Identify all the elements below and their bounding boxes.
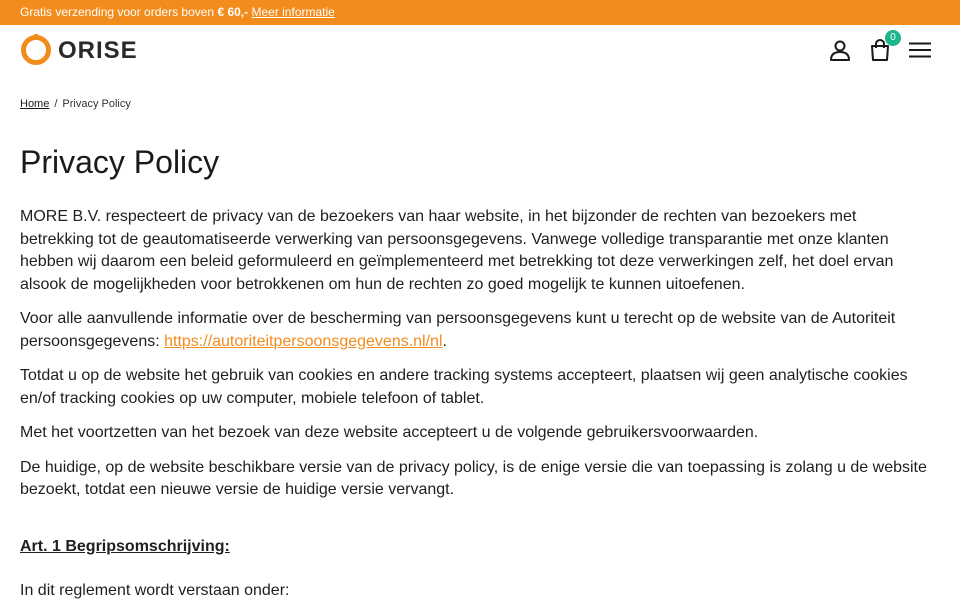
logo[interactable] (20, 34, 138, 68)
intro-paragraph: MORE B.V. respecteert de privacy van de bezoekers van haar website, in het bijzonder de rechten van bezoekers met betrekking tot de geautomatiseerde verwerking van persoonsgegevens. Vanwege volledige transparantie met onze klanten hebben wij daarom een beleid geformuleerd en geïmplementeerd met betrekking tot deze verwerkingen zelf, het doel ervan alsook de mogelijkheden voor betrokkenen om hun de rechten zo goed mogelijk te kunnen uitoefenen. (20, 208, 894, 293)
authority-text: Voor alle aanvullende informatie over de bescherming van persoonsgegevens kunt u terecht op de website van de Autoriteit persoonsgegevens: (20, 310, 896, 350)
announcement-bar (0, 0, 960, 25)
breadcrumb-separator: / (54, 98, 58, 110)
section-heading: Art. 1 Begripsomschrijving: (20, 537, 230, 555)
page-title: Privacy Policy (20, 144, 220, 180)
policy-content (20, 206, 930, 600)
hamburger-menu-icon (908, 41, 932, 64)
menu-button[interactable] (907, 39, 933, 65)
breadcrumb-home[interactable]: Home (20, 98, 50, 110)
section-intro: In dit reglement wordt verstaan onder: (20, 582, 290, 599)
breadcrumb-current: Privacy Policy (62, 98, 131, 110)
site-header (0, 25, 960, 79)
authority-link[interactable]: https://autoriteitpersoonsgegevens.nl/nl (164, 332, 443, 350)
more-info-link[interactable]: Meer informatie (251, 5, 335, 19)
terms-paragraph: Met het voortzetten van het bezoek van deze website accepteert u de volgende gebruikersvoorwaarden. (20, 424, 759, 441)
announcement-text: Gratis verzending voor orders boven (20, 5, 218, 19)
version-paragraph: De huidige, op de website beschikbare versie van de privacy policy, is de enige versie die van toepassing is zolang u de website bezoekt, totdat een nieuwe versie de huidige versie vervangt. (20, 458, 927, 498)
authority-period: . (442, 332, 447, 350)
announcement-amount: € 60,- (217, 5, 249, 19)
logo-icon (20, 33, 52, 70)
cookies-paragraph: Totdat u op de website het gebruik van cookies en andere tracking systems accepteert, plaatsen wij geen analytische cookies en/of tracking cookies op uw computer, mobiele telefoon of tablet. (20, 367, 908, 407)
cart-count-badge: 0 (885, 30, 901, 46)
logo-text: ORISE (58, 37, 138, 64)
breadcrumb (20, 98, 131, 110)
account-button[interactable] (827, 39, 853, 65)
authority-paragraph (20, 308, 930, 353)
user-icon (829, 39, 851, 66)
